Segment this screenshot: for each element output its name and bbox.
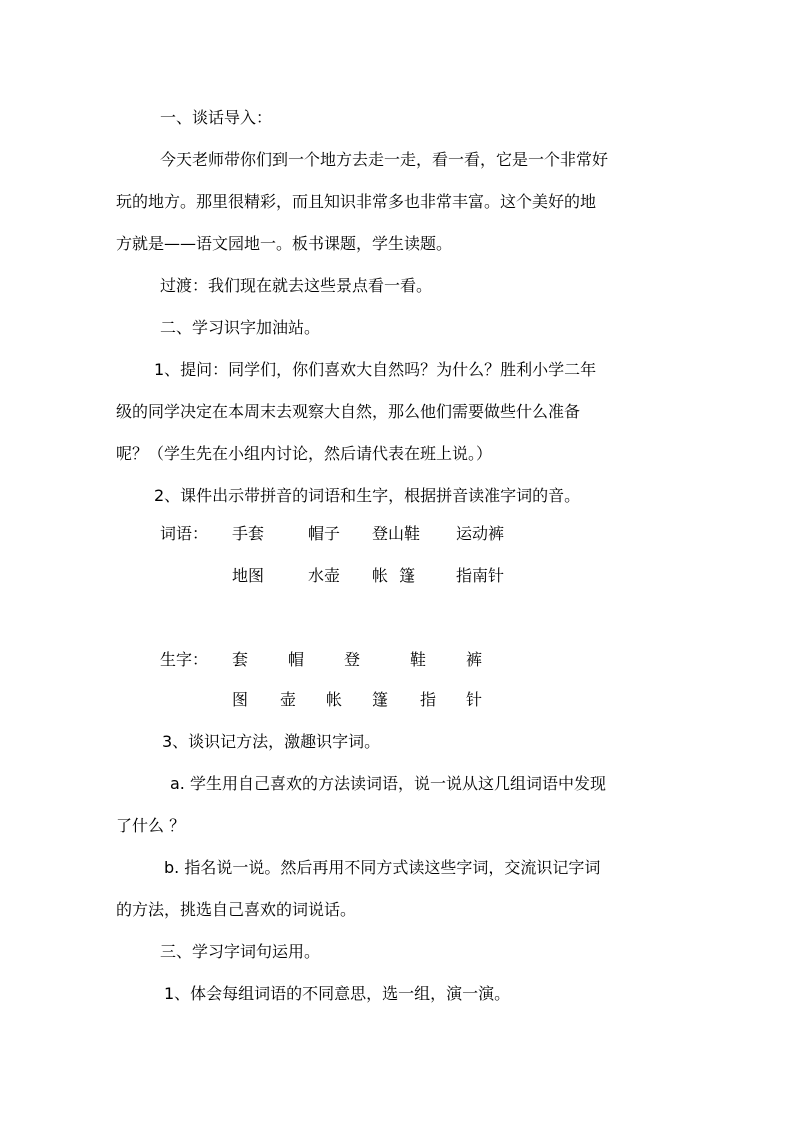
char-item: 篷 [372,690,389,709]
section-heading-intro: 一、谈话导入： [160,108,273,127]
section-heading-usage: 三、学习字词句运用。 [160,942,321,961]
paragraph-line: 过渡：我们现在就去这些景点看一看。 [160,276,433,295]
paragraph-line: b. 指名说一说。然后再用不同方式读这些字词，交流识记字词 [164,858,601,877]
char-item: 针 [466,690,483,709]
paragraph-line: 今天老师带你们到一个地方去走一走，看一看，它是一个非常好 [160,150,609,169]
char-item: 帐 [326,690,343,709]
paragraph-line: 2、课件出示带拼音的词语和生字，根据拼音读准字词的音。 [154,486,581,505]
char-item: 登 [344,650,361,669]
word-item: 帽子 [308,524,341,543]
char-item: 帽 [288,650,305,669]
paragraph-line: a. 学生用自己喜欢的方法读词语，说一说从这几组词语中发现 [170,774,606,793]
char-item: 图 [232,690,249,709]
paragraph-line: 了什么 ？ [116,816,186,835]
chars-label: 生字： [160,650,209,669]
word-item: 水壶 [308,566,341,585]
word-item: 手套 [232,524,265,543]
words-label: 词语： [160,524,209,543]
section-heading-literacy: 二、学习识字加油站。 [160,318,321,337]
char-item: 裤 [466,650,483,669]
word-item: 登山鞋 [372,524,421,543]
paragraph-line: 玩的地方。那里很精彩，而且知识非常多也非常丰富。这个美好的地 [116,192,597,211]
char-item: 套 [232,650,249,669]
paragraph-line: 级的同学决定在本周末去观察大自然，那么他们需要做些什么准备 [116,402,581,421]
word-item: 地图 [232,566,265,585]
paragraph-line: 呢？（学生先在小组内讨论，然后请代表在班上说。） [116,444,493,463]
char-item: 壶 [280,690,297,709]
word-item: 指南针 [456,566,505,585]
paragraph-line: 1、体会每组词语的不同意思，选一组，演一演。 [164,984,511,1003]
paragraph-line: 1、提问：同学们，你们喜欢大自然吗？为什么？胜利小学二年 [154,360,597,379]
word-item: 运动裤 [456,524,505,543]
paragraph-line: 的方法，挑选自己喜欢的词说话。 [116,900,357,919]
paragraph-line: 方就是——语文园地一。板书课题，学生读题。 [116,234,453,253]
paragraph-line: 3、谈识记方法，激趣识字词。 [162,732,381,751]
char-item: 指 [420,690,437,709]
char-item: 鞋 [410,650,427,669]
word-item: 帐 篷 [372,566,416,585]
